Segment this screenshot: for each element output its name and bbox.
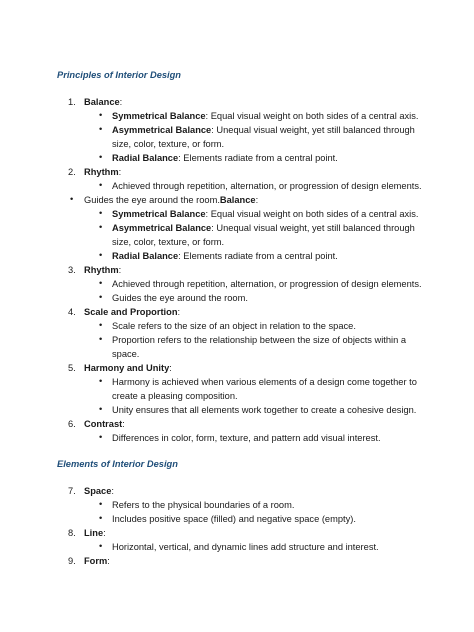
item-title-rhythm: Rhythm:: [84, 265, 122, 275]
list-item: Guides the eye around the room.Balance:: [84, 195, 259, 205]
list-item: Guides the eye around the room.: [112, 293, 248, 303]
bullet-icon: •: [99, 499, 103, 509]
list-item: Refers to the physical boundaries of a room.: [112, 500, 295, 510]
item-number: 4.: [68, 307, 76, 317]
item-title-space: Space:: [84, 486, 114, 496]
list-item: Differences in color, form, texture, and pattern add visual interest.: [112, 433, 381, 443]
item-number: 3.: [68, 265, 76, 275]
list-item: Radial Balance: Elements radiate from a central point.: [112, 251, 338, 261]
list-item: Achieved through repetition, alternation, or progression of design elements.: [112, 279, 422, 289]
bullet-icon: •: [99, 208, 103, 218]
item-number: 8.: [68, 528, 76, 538]
list-item: Horizontal, vertical, and dynamic lines add structure and interest.: [112, 542, 379, 552]
bullet-icon: •: [99, 320, 103, 330]
item-title-balance: Balance:: [84, 97, 123, 107]
bullet-icon: •: [99, 541, 103, 551]
list-item: Symmetrical Balance: Equal visual weight on both sides of a central axis.: [112, 209, 419, 219]
bullet-icon: •: [99, 124, 103, 134]
item-number: 1.: [68, 97, 76, 107]
item-title-contrast: Contrast:: [84, 419, 125, 429]
item-number: 9.: [68, 556, 76, 566]
item-number: 6.: [68, 419, 76, 429]
item-number: 5.: [68, 363, 76, 373]
list-item-continued: size, color, texture, or form.: [112, 237, 225, 247]
list-item: Proportion refers to the relationship between the size of objects within a: [112, 335, 407, 345]
bullet-icon: •: [99, 250, 103, 260]
list-item: Scale refers to the size of an object in relation to the space.: [112, 321, 356, 331]
list-item: Radial Balance: Elements radiate from a central point.: [112, 153, 338, 163]
item-number: 7.: [68, 486, 76, 496]
list-item-continued: size, color, texture, or form.: [112, 139, 225, 149]
list-item-continued: create a pleasing composition.: [112, 391, 238, 401]
item-title-line: Line:: [84, 528, 106, 538]
list-item: Unity ensures that all elements work together to create a cohesive design.: [112, 405, 417, 415]
item-title-harmony: Harmony and Unity:: [84, 363, 172, 373]
list-item: Asymmetrical Balance: Unequal visual weight, yet still balanced through: [112, 223, 415, 233]
list-item: Harmony is achieved when various elements of a design come together to: [112, 377, 417, 387]
bullet-icon: •: [70, 194, 74, 204]
item-title-scale: Scale and Proportion:: [84, 307, 181, 317]
list-item: Asymmetrical Balance: Unequal visual weight, yet still balanced through: [112, 125, 415, 135]
bullet-icon: •: [99, 110, 103, 120]
item-title-rhythm: Rhythm:: [84, 167, 122, 177]
bullet-icon: •: [99, 376, 103, 386]
bullet-icon: •: [99, 513, 103, 523]
bullet-icon: •: [99, 404, 103, 414]
list-item: Symmetrical Balance: Equal visual weight on both sides of a central axis.: [112, 111, 419, 121]
bullet-icon: •: [99, 222, 103, 232]
item-title-form: Form:: [84, 556, 110, 566]
bullet-icon: •: [99, 180, 103, 190]
bullet-icon: •: [99, 334, 103, 344]
bullet-icon: •: [99, 152, 103, 162]
bullet-icon: •: [99, 432, 103, 442]
principles-heading: Principles of Interior Design: [57, 70, 181, 80]
list-item: Achieved through repetition, alternation, or progression of design elements.: [112, 181, 422, 191]
bullet-icon: •: [99, 292, 103, 302]
elements-heading: Elements of Interior Design: [57, 459, 178, 469]
list-item: Includes positive space (filled) and negative space (empty).: [112, 514, 356, 524]
list-item-continued: space.: [112, 349, 140, 359]
bullet-icon: •: [99, 278, 103, 288]
item-number: 2.: [68, 167, 76, 177]
